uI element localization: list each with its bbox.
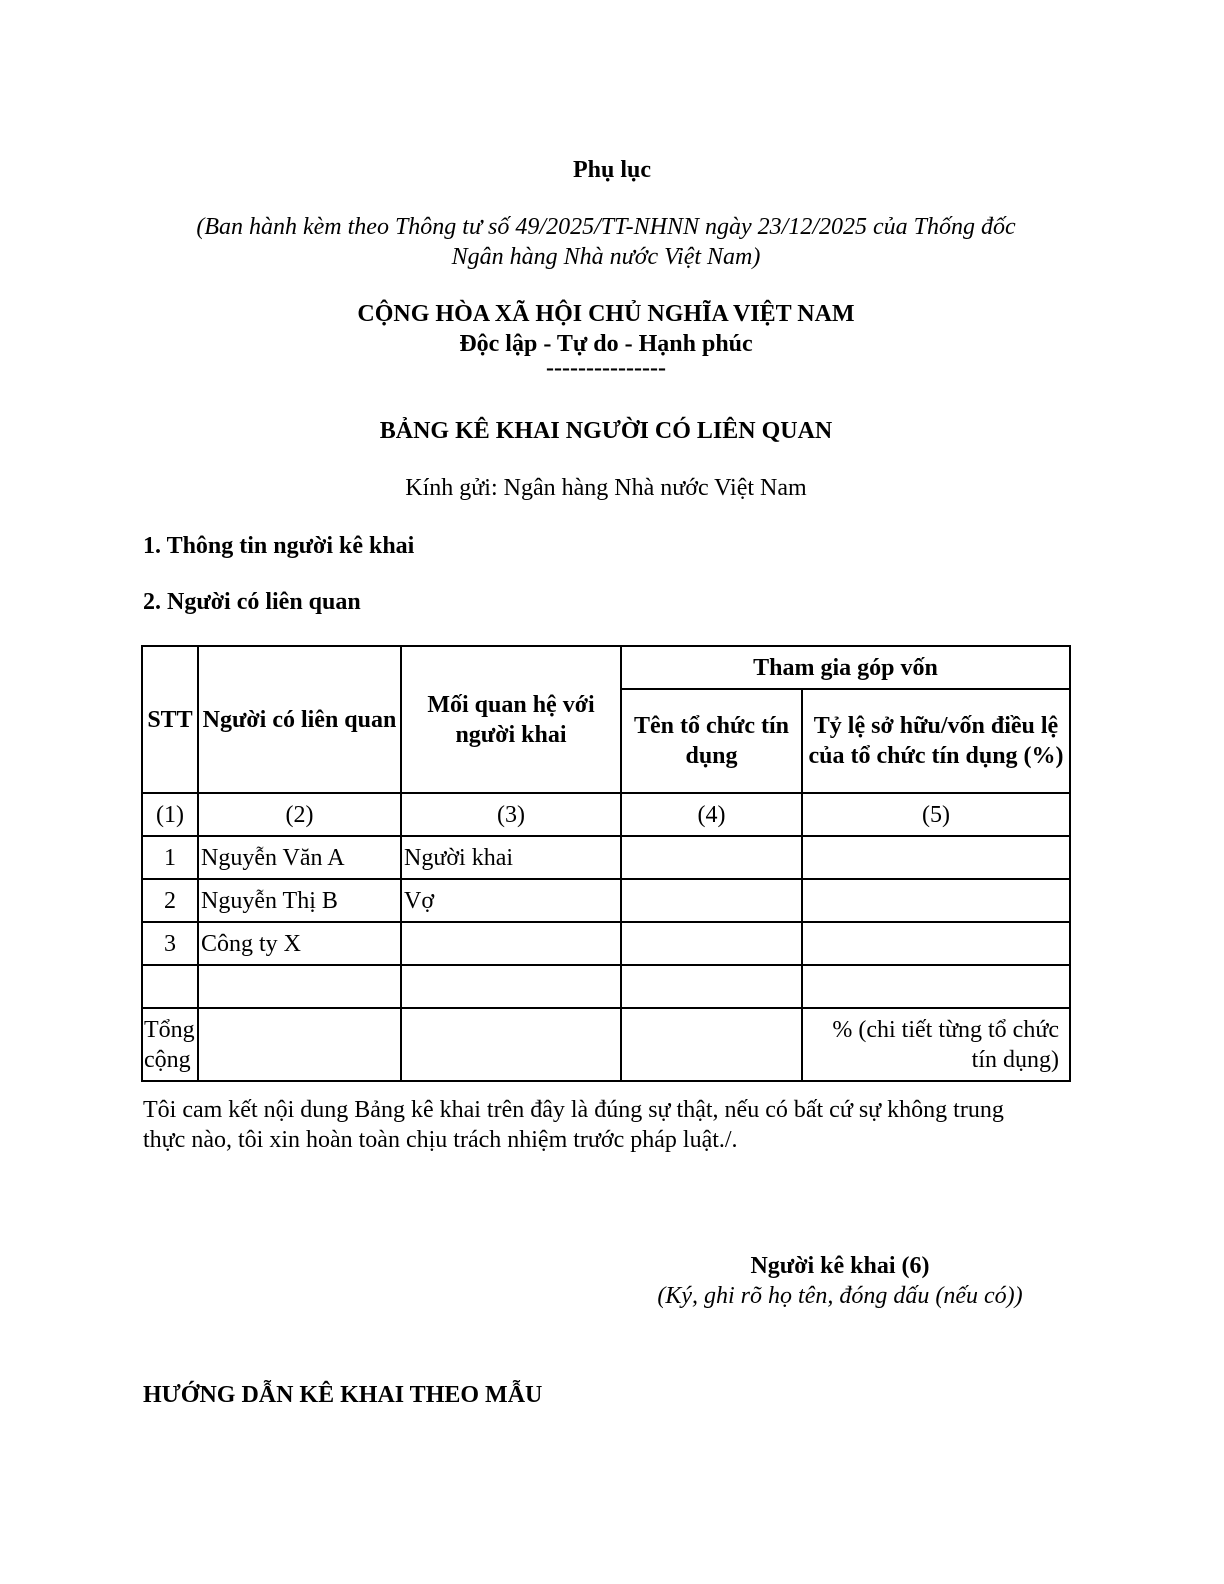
header-related-person: Người có liên quan: [198, 646, 401, 793]
cell-total-relationship: [401, 1008, 621, 1081]
signature-note: (Ký, ghi rõ họ tên, đóng dấu (nếu có)): [657, 1283, 1023, 1309]
header-ownership-ratio: Tỷ lệ sở hữu/vốn điều lệ của tổ chức tín dụng (%): [802, 689, 1070, 793]
header-relationship: Mối quan hệ với người khai: [401, 646, 621, 793]
cell-org: [621, 836, 802, 879]
cell-stt: [142, 965, 198, 1008]
commitment-line-1: Tôi cam kết nội dung Bảng kê khai trên đây là đúng sự thật, nếu có bất cứ sự không trung: [143, 1097, 1004, 1123]
signature-title: Người kê khai (6): [750, 1253, 930, 1279]
cell-person: Nguyễn Thị B: [198, 879, 401, 922]
form-title: BẢNG KÊ KHAI NGƯỜI CÓ LIÊN QUAN: [379, 418, 833, 444]
appendix-title: Phụ lục: [572, 157, 652, 183]
total-label: Tổng cộng: [142, 1008, 198, 1081]
national-name: CỘNG HÒA XÃ HỘI CHỦ NGHĨA VIỆT NAM: [357, 301, 855, 327]
cell-ratio: [802, 879, 1070, 922]
column-number: (4): [621, 793, 802, 836]
cell-person: [198, 965, 401, 1008]
table-row: [142, 965, 1070, 1008]
cell-stt: 2: [142, 879, 198, 922]
total-row: [142, 1008, 1070, 1081]
related-persons-table: [141, 645, 1071, 1082]
header-capital-contribution: Tham gia góp vốn: [621, 646, 1070, 689]
table-row: [142, 879, 1070, 922]
cell-org: [621, 922, 802, 965]
cell-relationship: Người khai: [401, 836, 621, 879]
total-ratio-note: % (chi tiết từng tổ chức tín dụng): [802, 1008, 1070, 1081]
cell-person: Công ty X: [198, 922, 401, 965]
appendix-issued-line-2: Ngân hàng Nhà nước Việt Nam): [451, 244, 761, 270]
commitment-line-2: thực nào, tôi xin hoàn toàn chịu trách nhiệm trước pháp luật./.: [143, 1127, 738, 1153]
cell-total-org: [621, 1008, 802, 1081]
cell-ratio: [802, 922, 1070, 965]
table-row: [142, 922, 1070, 965]
national-motto: Độc lập - Tự do - Hạnh phúc: [459, 331, 753, 357]
cell-person: Nguyễn Văn A: [198, 836, 401, 879]
cell-ratio: [802, 965, 1070, 1008]
section-1-heading: 1. Thông tin người kê khai: [143, 533, 415, 559]
cell-org: [621, 879, 802, 922]
cell-ratio: [802, 836, 1070, 879]
cell-total-person: [198, 1008, 401, 1081]
column-number-row: [142, 793, 1070, 836]
table-row: [142, 836, 1070, 879]
column-number: (3): [401, 793, 621, 836]
cell-stt: 3: [142, 922, 198, 965]
guide-title: HƯỚNG DẪN KÊ KHAI THEO MẪU: [143, 1382, 543, 1408]
national-divider: ---------------: [546, 355, 666, 381]
cell-org: [621, 965, 802, 1008]
cell-stt: 1: [142, 836, 198, 879]
header-org-name: Tên tổ chức tín dụng: [621, 689, 802, 793]
form-recipient: Kính gửi: Ngân hàng Nhà nước Việt Nam: [405, 475, 807, 501]
header-stt: STT: [142, 646, 198, 793]
column-number: (5): [802, 793, 1070, 836]
cell-relationship: Vợ: [401, 879, 621, 922]
appendix-issued-line-1: (Ban hành kèm theo Thông tư số 49/2025/TT-NHNN ngày 23/12/2025 của Thống đốc: [196, 214, 1016, 240]
column-number: (1): [142, 793, 198, 836]
column-number: (2): [198, 793, 401, 836]
cell-relationship: [401, 965, 621, 1008]
section-2-heading: 2. Người có liên quan: [143, 589, 361, 615]
cell-relationship: [401, 922, 621, 965]
